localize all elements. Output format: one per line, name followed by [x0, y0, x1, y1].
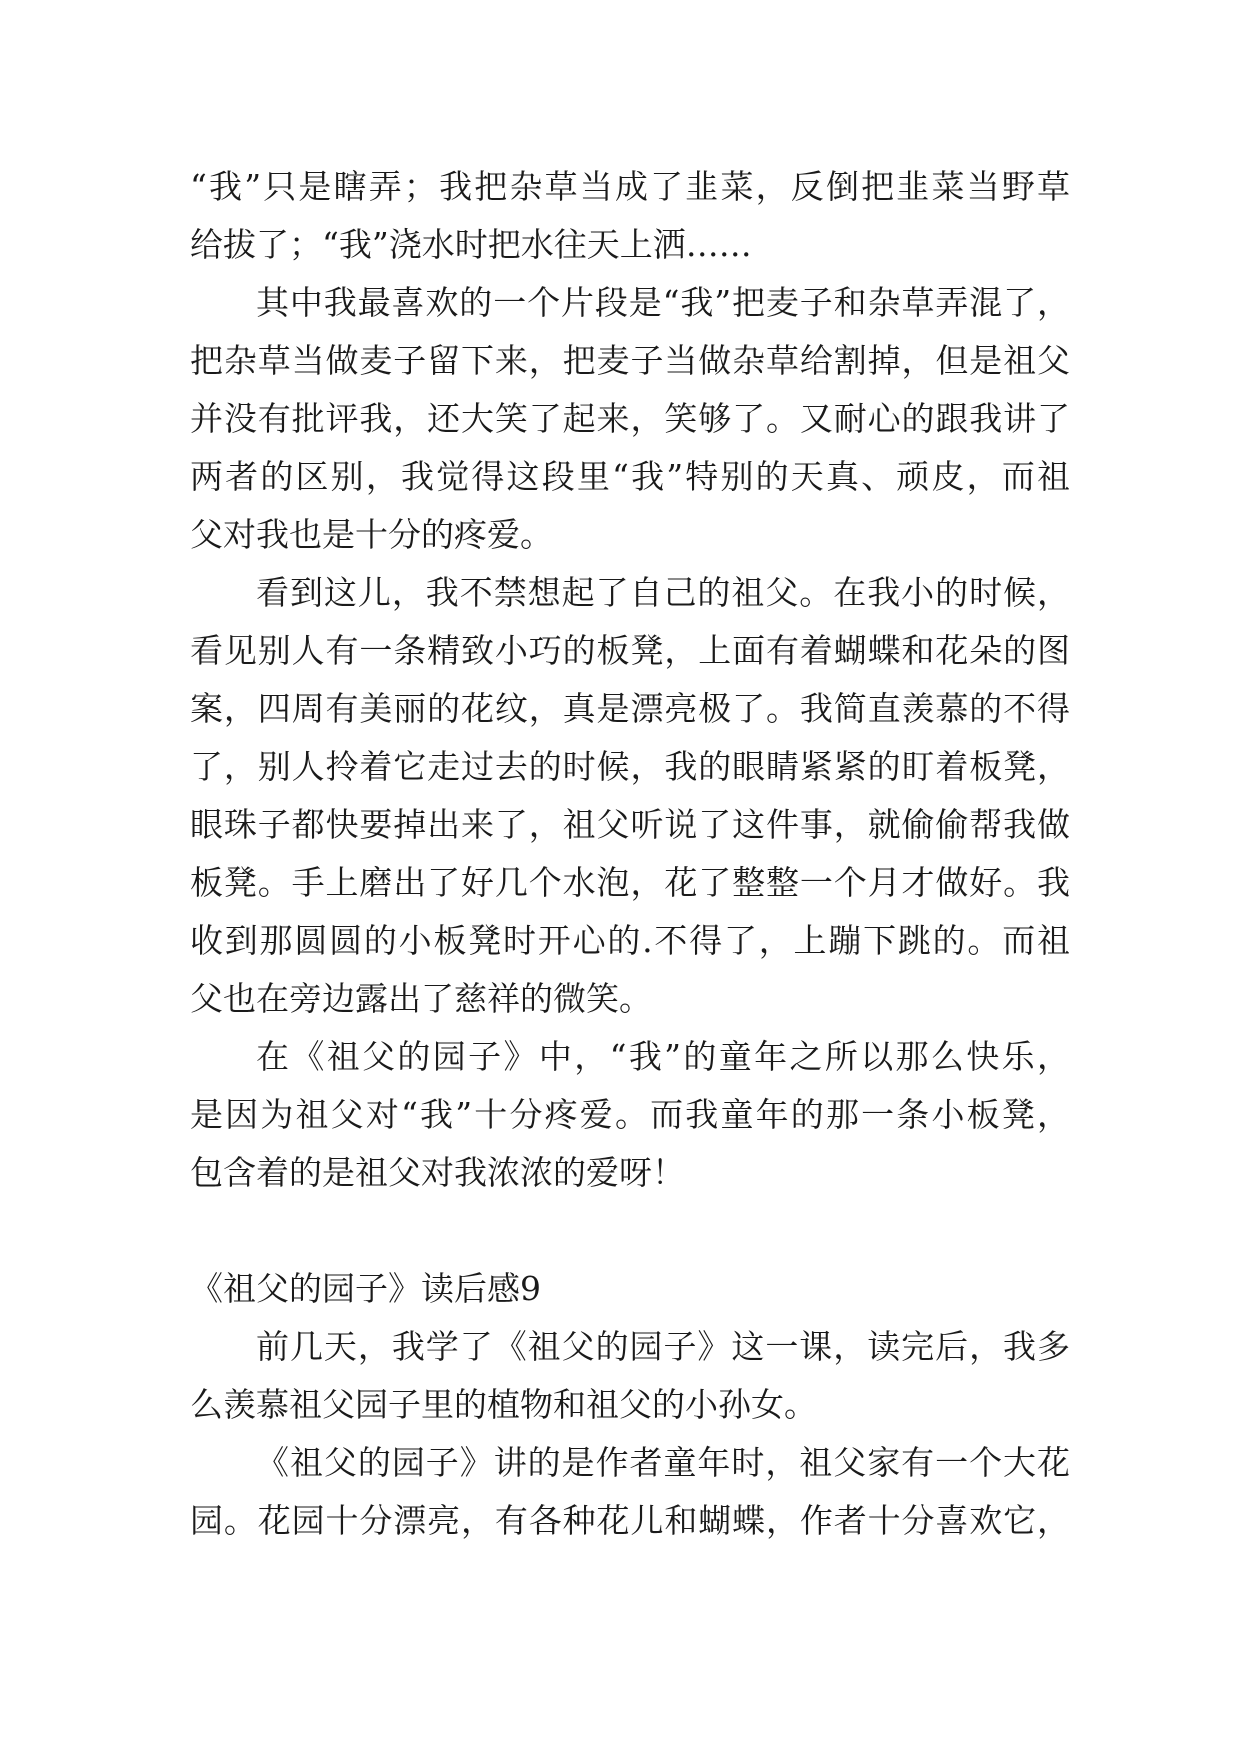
- paragraph-line: “我”只是瞎弄；我把杂草当成了韭菜，反倒把韭菜当野草: [190, 167, 1070, 206]
- paragraph-line: 两者的区别，我觉得这段里“我”特别的天真、顽皮，而祖: [190, 457, 1070, 496]
- paragraph-line: 父也在旁边露出了慈祥的微笑。: [190, 979, 652, 1018]
- section-gap: [190, 1202, 1070, 1260]
- paragraph-line: 包含着的是祖父对我浓浓的爱呀！: [190, 1153, 685, 1192]
- paragraph-line: 收到那圆圆的小板凳时开心的.不得了，上蹦下跳的。而祖: [190, 921, 1070, 960]
- paragraph-line: 看到这儿，我不禁想起了自己的祖父。在我小的时候，: [256, 573, 1070, 612]
- paragraph-line: 在《祖父的园子》中，“我”的童年之所以那么快乐，: [256, 1037, 1070, 1076]
- paragraph-line: 是因为祖父对“我”十分疼爱。而我童年的那一条小板凳，: [190, 1095, 1070, 1134]
- paragraph-line: 前几天，我学了《祖父的园子》这一课，读完后，我多: [256, 1327, 1070, 1366]
- paragraph-line: 么羡慕祖父园子里的植物和祖父的小孙女。: [190, 1385, 817, 1424]
- paragraph-line: 父对我也是十分的疼爱。: [190, 515, 553, 554]
- paragraph-line: 把杂草当做麦子留下来，把麦子当做杂草给割掉，但是祖父: [190, 341, 1070, 380]
- section-heading: 《祖父的园子》读后感9: [190, 1269, 541, 1308]
- paragraph-line: 案，四周有美丽的花纹，真是漂亮极了。我简直羡慕的不得: [190, 689, 1070, 728]
- paragraph-line: 眼珠子都快要掉出来了，祖父听说了这件事，就偷偷帮我做: [190, 805, 1070, 844]
- paragraph-line: 并没有批评我，还大笑了起来，笑够了。又耐心的跟我讲了: [190, 399, 1070, 438]
- paragraph-line: 了，别人拎着它走过去的时候，我的眼睛紧紧的盯着板凳，: [190, 747, 1070, 786]
- paragraph-line: 给拔了；“我”浇水时把水往天上洒……: [190, 225, 752, 264]
- paragraph-line: 板凳。手上磨出了好几个水泡，花了整整一个月才做好。我: [190, 863, 1070, 902]
- paragraph-line: 《祖父的园子》讲的是作者童年时，祖父家有一个大花: [256, 1443, 1070, 1482]
- document-body: [190, 158, 1070, 1550]
- paragraph-line: 看见别人有一条精致小巧的板凳，上面有着蝴蝶和花朵的图: [190, 631, 1070, 670]
- paragraph-line: 园。花园十分漂亮，有各种花儿和蝴蝶，作者十分喜欢它，: [190, 1501, 1070, 1540]
- paragraph-line: 其中我最喜欢的一个片段是“我”把麦子和杂草弄混了，: [256, 283, 1070, 322]
